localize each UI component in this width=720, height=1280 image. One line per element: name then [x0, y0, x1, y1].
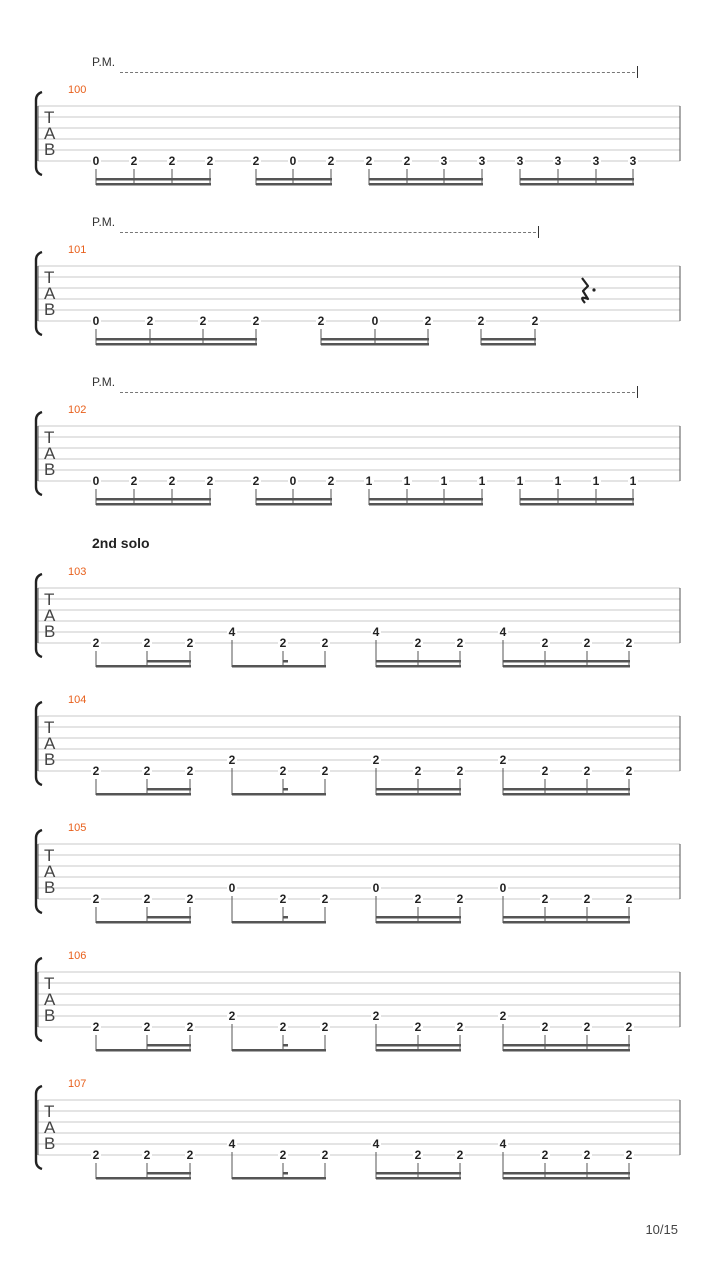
measure-number: 104	[68, 694, 87, 706]
palm-mute-dashes	[120, 392, 635, 393]
note-beam	[232, 793, 326, 796]
fret-number: 2	[252, 474, 260, 488]
tab-letter-t: T	[44, 428, 55, 447]
fret-number: 2	[477, 314, 485, 328]
fret-number: 4	[228, 625, 236, 639]
tab-letter-a: A	[44, 444, 56, 463]
system-bracket	[36, 830, 42, 913]
fret-number: 4	[372, 625, 380, 639]
tab-letter-b: B	[44, 460, 56, 479]
tab-letter-t: T	[44, 1102, 55, 1121]
fret-number: 2	[279, 764, 287, 778]
note-beam	[232, 665, 326, 668]
note-beam	[481, 338, 536, 341]
note-beam	[503, 1177, 630, 1180]
tab-letter-b: B	[44, 1134, 56, 1153]
note-beam	[96, 183, 211, 186]
system-bracket	[36, 958, 42, 1041]
measure-number: 100	[68, 84, 87, 96]
fret-number: 2	[583, 764, 591, 778]
fret-number: 2	[92, 1148, 100, 1162]
fret-number: 2	[206, 154, 214, 168]
fret-number: 0	[289, 154, 297, 168]
fret-number: 2	[143, 1148, 151, 1162]
note-beam	[503, 921, 630, 924]
fret-number: 2	[317, 314, 325, 328]
note-beam	[376, 665, 461, 668]
note-beam	[232, 1177, 326, 1180]
fret-number: 0	[228, 881, 236, 895]
fret-number: 2	[228, 1009, 236, 1023]
fret-number: 2	[327, 474, 335, 488]
tab-letter-b: B	[44, 300, 56, 319]
note-beam	[503, 665, 630, 668]
fret-number: 2	[541, 1020, 549, 1034]
fret-number: 1	[478, 474, 486, 488]
tab-letter-a: A	[44, 862, 56, 881]
fret-number: 2	[130, 474, 138, 488]
fret-number: 2	[279, 1020, 287, 1034]
fret-number: 2	[143, 1020, 151, 1034]
fret-number: 2	[186, 1148, 194, 1162]
beam-stub	[283, 1172, 288, 1175]
measure-number: 103	[68, 566, 87, 578]
fret-number: 1	[403, 474, 411, 488]
note-beam	[232, 921, 326, 924]
note-beam	[376, 916, 461, 919]
fret-number: 1	[365, 474, 373, 488]
note-beam	[369, 503, 483, 506]
note-beam	[256, 183, 332, 186]
note-beam	[147, 1044, 191, 1047]
fret-number: 3	[516, 154, 524, 168]
note-beam	[376, 793, 461, 796]
fret-number: 3	[440, 154, 448, 168]
palm-mute-dashes	[120, 232, 536, 233]
fret-number: 2	[583, 636, 591, 650]
fret-number: 2	[625, 892, 633, 906]
note-beam	[147, 660, 191, 663]
note-beam	[96, 338, 257, 341]
measure-number: 106	[68, 950, 87, 962]
note-beam	[147, 788, 191, 791]
fret-number: 2	[583, 1148, 591, 1162]
beam-stub	[283, 1044, 288, 1047]
fret-number: 2	[321, 764, 329, 778]
fret-number: 1	[516, 474, 524, 488]
fret-number: 2	[414, 892, 422, 906]
note-beam	[503, 660, 630, 663]
page-number: 10/15	[645, 1222, 678, 1237]
fret-number: 3	[554, 154, 562, 168]
fret-number: 2	[186, 892, 194, 906]
note-beam	[376, 1044, 461, 1047]
note-beam	[376, 1172, 461, 1175]
note-beam	[520, 178, 634, 181]
fret-number: 0	[371, 314, 379, 328]
fret-number: 1	[554, 474, 562, 488]
palm-mute-end	[637, 66, 638, 78]
fret-number: 2	[327, 154, 335, 168]
fret-number: 2	[186, 636, 194, 650]
note-beam	[321, 343, 429, 346]
fret-number: 2	[456, 1148, 464, 1162]
measure-number: 107	[68, 1078, 87, 1090]
fret-number: 2	[625, 636, 633, 650]
fret-number: 2	[499, 1009, 507, 1023]
system-bracket	[36, 252, 42, 335]
note-beam	[256, 503, 332, 506]
palm-mute-dashes	[120, 72, 635, 73]
fret-number: 2	[130, 154, 138, 168]
system-bracket	[36, 574, 42, 657]
beam-stub	[283, 916, 288, 919]
fret-number: 2	[321, 892, 329, 906]
fret-number: 2	[92, 636, 100, 650]
fret-number: 2	[414, 764, 422, 778]
fret-number: 2	[372, 753, 380, 767]
note-beam	[96, 178, 211, 181]
note-beam	[96, 793, 191, 796]
fret-number: 2	[403, 154, 411, 168]
fret-number: 2	[206, 474, 214, 488]
fret-number: 2	[541, 892, 549, 906]
fret-number: 2	[456, 892, 464, 906]
note-beam	[96, 503, 211, 506]
tab-letter-a: A	[44, 734, 56, 753]
note-beam	[96, 1049, 191, 1052]
system-bracket	[36, 702, 42, 785]
fret-number: 0	[289, 474, 297, 488]
note-beam	[503, 1172, 630, 1175]
fret-number: 2	[321, 636, 329, 650]
measure-number: 101	[68, 244, 87, 256]
note-beam	[147, 916, 191, 919]
fret-number: 2	[583, 1020, 591, 1034]
fret-number: 2	[424, 314, 432, 328]
fret-number: 2	[252, 154, 260, 168]
fret-number: 2	[168, 474, 176, 488]
measure-number: 102	[68, 404, 87, 416]
tab-letter-t: T	[44, 590, 55, 609]
fret-number: 2	[499, 753, 507, 767]
fret-number: 0	[92, 154, 100, 168]
fret-number: 2	[186, 764, 194, 778]
fret-number: 3	[592, 154, 600, 168]
fret-number: 2	[414, 1148, 422, 1162]
rest-dot	[592, 288, 595, 291]
note-beam	[481, 343, 536, 346]
note-beam	[96, 1177, 191, 1180]
fret-number: 2	[186, 1020, 194, 1034]
fret-number: 2	[92, 1020, 100, 1034]
tab-letter-t: T	[44, 846, 55, 865]
fret-number: 0	[499, 881, 507, 895]
tab-letter-a: A	[44, 1118, 56, 1137]
fret-number: 0	[372, 881, 380, 895]
fret-number: 2	[199, 314, 207, 328]
note-beam	[376, 1177, 461, 1180]
tab-letter-b: B	[44, 878, 56, 897]
fret-number: 2	[143, 892, 151, 906]
note-beam	[369, 183, 483, 186]
fret-number: 1	[592, 474, 600, 488]
note-beam	[520, 503, 634, 506]
note-beam	[96, 665, 191, 668]
fret-number: 2	[92, 764, 100, 778]
note-beam	[503, 793, 630, 796]
note-beam	[503, 916, 630, 919]
fret-number: 2	[625, 764, 633, 778]
note-beam	[96, 498, 211, 501]
fret-number: 1	[629, 474, 637, 488]
fret-number: 3	[629, 154, 637, 168]
note-beam	[376, 1049, 461, 1052]
fret-number: 4	[499, 1137, 507, 1151]
fret-number: 0	[92, 474, 100, 488]
tab-letter-t: T	[44, 268, 55, 287]
fret-number: 4	[372, 1137, 380, 1151]
fret-number: 4	[499, 625, 507, 639]
fret-number: 2	[279, 1148, 287, 1162]
fret-number: 2	[541, 1148, 549, 1162]
fret-number: 2	[541, 764, 549, 778]
tab-letter-a: A	[44, 124, 56, 143]
palm-mute-label: P.M.	[92, 375, 116, 389]
note-beam	[503, 1049, 630, 1052]
fret-number: 2	[541, 636, 549, 650]
fret-number: 1	[440, 474, 448, 488]
note-beam	[520, 498, 634, 501]
note-beam	[376, 788, 461, 791]
fret-number: 2	[168, 154, 176, 168]
fret-number: 2	[321, 1148, 329, 1162]
note-beam	[520, 183, 634, 186]
measure-number: 105	[68, 822, 87, 834]
fret-number: 2	[365, 154, 373, 168]
note-beam	[369, 178, 483, 181]
note-beam	[147, 1172, 191, 1175]
fret-number: 2	[92, 892, 100, 906]
fret-number: 2	[531, 314, 539, 328]
tab-letter-t: T	[44, 108, 55, 127]
fret-number: 2	[279, 636, 287, 650]
fret-number: 2	[414, 1020, 422, 1034]
palm-mute-label: P.M.	[92, 55, 116, 69]
note-beam	[256, 498, 332, 501]
section-label: 2nd solo	[92, 535, 150, 551]
beam-stub	[283, 660, 288, 663]
note-beam	[503, 788, 630, 791]
fret-number: 2	[146, 314, 154, 328]
fret-number: 2	[321, 1020, 329, 1034]
note-beam	[256, 178, 332, 181]
note-beam	[96, 921, 191, 924]
palm-mute-label: P.M.	[92, 215, 116, 229]
tab-letter-b: B	[44, 140, 56, 159]
fret-number: 2	[456, 1020, 464, 1034]
note-beam	[369, 498, 483, 501]
tab-letter-t: T	[44, 718, 55, 737]
fret-number: 2	[252, 314, 260, 328]
fret-number: 2	[414, 636, 422, 650]
tab-letter-a: A	[44, 606, 56, 625]
palm-mute-end	[637, 386, 638, 398]
fret-number: 2	[228, 753, 236, 767]
note-beam	[503, 1044, 630, 1047]
note-beam	[376, 921, 461, 924]
beam-stub	[283, 788, 288, 791]
fret-number: 2	[583, 892, 591, 906]
tab-letter-b: B	[44, 622, 56, 641]
tab-letter-t: T	[44, 974, 55, 993]
note-beam	[96, 343, 257, 346]
fret-number: 2	[456, 636, 464, 650]
system-bracket	[36, 412, 42, 495]
fret-number: 4	[228, 1137, 236, 1151]
tab-letter-a: A	[44, 990, 56, 1009]
tab-letter-b: B	[44, 1006, 56, 1025]
fret-number: 2	[372, 1009, 380, 1023]
fret-number: 2	[456, 764, 464, 778]
tab-letter-a: A	[44, 284, 56, 303]
fret-number: 2	[279, 892, 287, 906]
fret-number: 0	[92, 314, 100, 328]
fret-number: 2	[143, 636, 151, 650]
tab-letter-b: B	[44, 750, 56, 769]
fret-number: 2	[625, 1148, 633, 1162]
note-beam	[232, 1049, 326, 1052]
palm-mute-end	[538, 226, 539, 238]
system-bracket	[36, 92, 42, 175]
note-beam	[321, 338, 429, 341]
fret-number: 3	[478, 154, 486, 168]
system-bracket	[36, 1086, 42, 1169]
note-beam	[376, 660, 461, 663]
fret-number: 2	[143, 764, 151, 778]
fret-number: 2	[625, 1020, 633, 1034]
